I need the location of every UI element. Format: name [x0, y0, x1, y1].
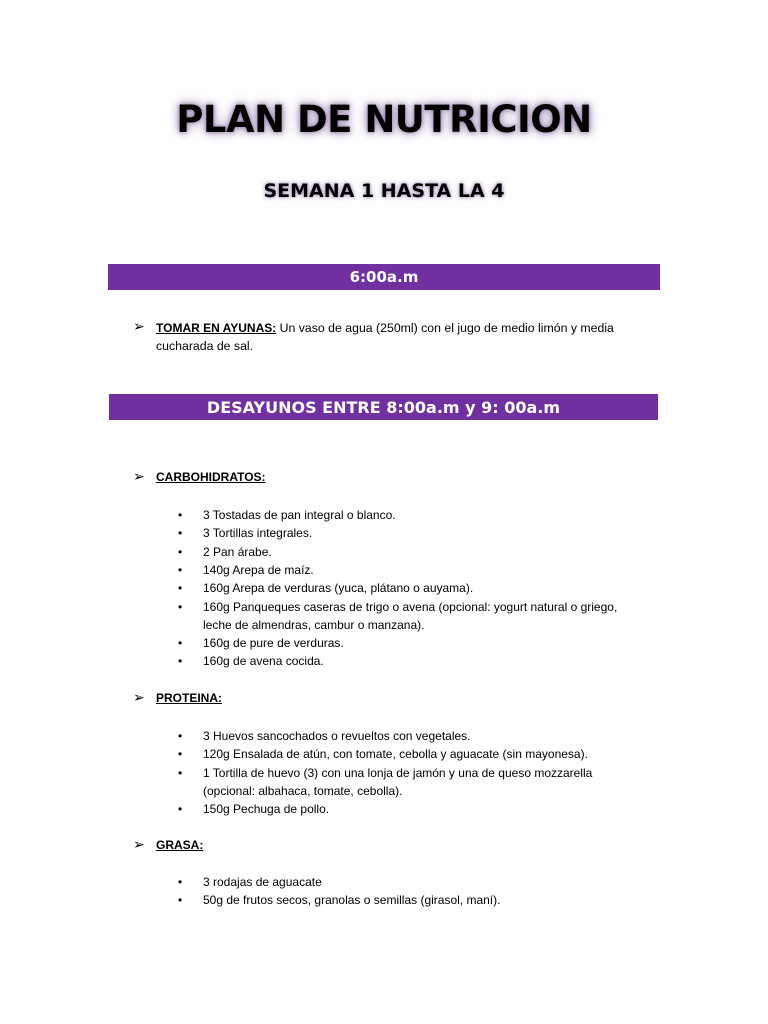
carbs-item-line: 3 Tortillas integrales. — [203, 526, 313, 541]
carbs-item-line: 3 Tostadas de pan integral o blanco. — [203, 508, 396, 522]
carbs-item-text — [203, 506, 663, 524]
carbs-item-line: 2 Pan árabe. — [203, 544, 272, 559]
carbs-item-line: 160g de avena cocida. — [203, 654, 324, 669]
carbs-item-text — [203, 579, 663, 597]
carbs-item-line: 160g Arepa de verduras (yuca, plátano o auyama). — [203, 581, 474, 596]
document-title: PLAN DE NUTRICION — [176, 98, 592, 141]
protein-item-line: 150g Pechuga de pollo. — [203, 802, 330, 817]
fat-item-line: 3 rodajas de aguacate — [203, 875, 322, 889]
fasting-instruction — [156, 319, 676, 337]
protein-item-line: 1 Tortilla de huevo (3) con una lonja de jamón y una de queso mozzarella — [203, 765, 593, 780]
document-subtitle: SEMANA 1 HASTA LA 4 — [263, 180, 505, 202]
bullet-dot-icon: • — [178, 599, 183, 614]
carbs-item-line: leche de almendras, cambur o manzana). — [203, 617, 425, 632]
fasting-label: TOMAR EN AYUNAS: — [156, 321, 277, 335]
carbs-item-text — [203, 543, 663, 561]
bullet-dot-icon: • — [178, 729, 183, 743]
protein-item-text — [203, 800, 663, 818]
bullet-dot-icon: • — [178, 508, 183, 522]
carbs-item-line: 140g Arepa de maíz. — [203, 562, 314, 577]
bullet-dot-icon: • — [178, 636, 183, 651]
fat-item-text — [203, 873, 663, 891]
protein-item-line: (opcional: albahaca, tomate, cebolla). — [203, 783, 403, 798]
carbs-heading: CARBOHIDRATOS: — [156, 470, 266, 484]
protein-item-text — [203, 745, 663, 763]
carbs-item-text — [203, 561, 663, 579]
time-band-breakfast: DESAYUNOS ENTRE 8:00a.m y 9: 00a.m — [109, 394, 658, 420]
bullet-dot-icon: • — [178, 654, 183, 669]
carbs-item-line: 160g Panqueques caseras de trigo o avena (opcional: yogurt natural o griego, — [203, 599, 618, 614]
bullet-dot-icon: • — [178, 802, 183, 817]
fat-item-line: 50g de frutos secos, granolas o semillas (girasol, maní). — [203, 893, 501, 908]
bullet-dot-icon: • — [178, 765, 183, 780]
carbs-item-line: 160g de pure de verduras. — [203, 636, 344, 651]
bullet-dot-icon: • — [178, 562, 183, 577]
bullet-dot-icon: • — [178, 875, 183, 889]
fat-heading: GRASA: — [156, 838, 204, 852]
fat-item-text — [203, 891, 663, 909]
bullet-dot-icon: • — [178, 581, 183, 596]
bullet-dot-icon: • — [178, 893, 183, 908]
time-band-fasting: 6:00a.m — [108, 264, 660, 290]
fasting-text-line1: Un vaso de agua (250ml) con el jugo de medio limón y media — [276, 321, 614, 335]
protein-heading: PROTEINA: — [156, 691, 222, 705]
arrow-bullet-icon: ➢ — [133, 836, 145, 852]
fasting-text-line2: cucharada de sal. — [156, 339, 254, 353]
carbs-item-text — [203, 634, 663, 652]
protein-item-text — [203, 727, 663, 745]
bullet-dot-icon: • — [178, 747, 183, 762]
bullet-dot-icon: • — [178, 526, 183, 541]
protein-item-text — [203, 764, 663, 800]
arrow-bullet-icon: ➢ — [133, 468, 145, 484]
carbs-item-text — [203, 652, 663, 670]
protein-item-line: 120g Ensalada de atún, con tomate, cebolla y aguacate (sin mayonesa). — [203, 747, 588, 762]
arrow-bullet-icon: ➢ — [133, 689, 145, 705]
carbs-item-text — [203, 598, 663, 634]
arrow-bullet-icon: ➢ — [133, 318, 145, 334]
bullet-dot-icon: • — [178, 544, 183, 559]
carbs-item-text — [203, 524, 663, 542]
protein-item-line: 3 Huevos sancochados o revueltos con vegetales. — [203, 729, 471, 743]
